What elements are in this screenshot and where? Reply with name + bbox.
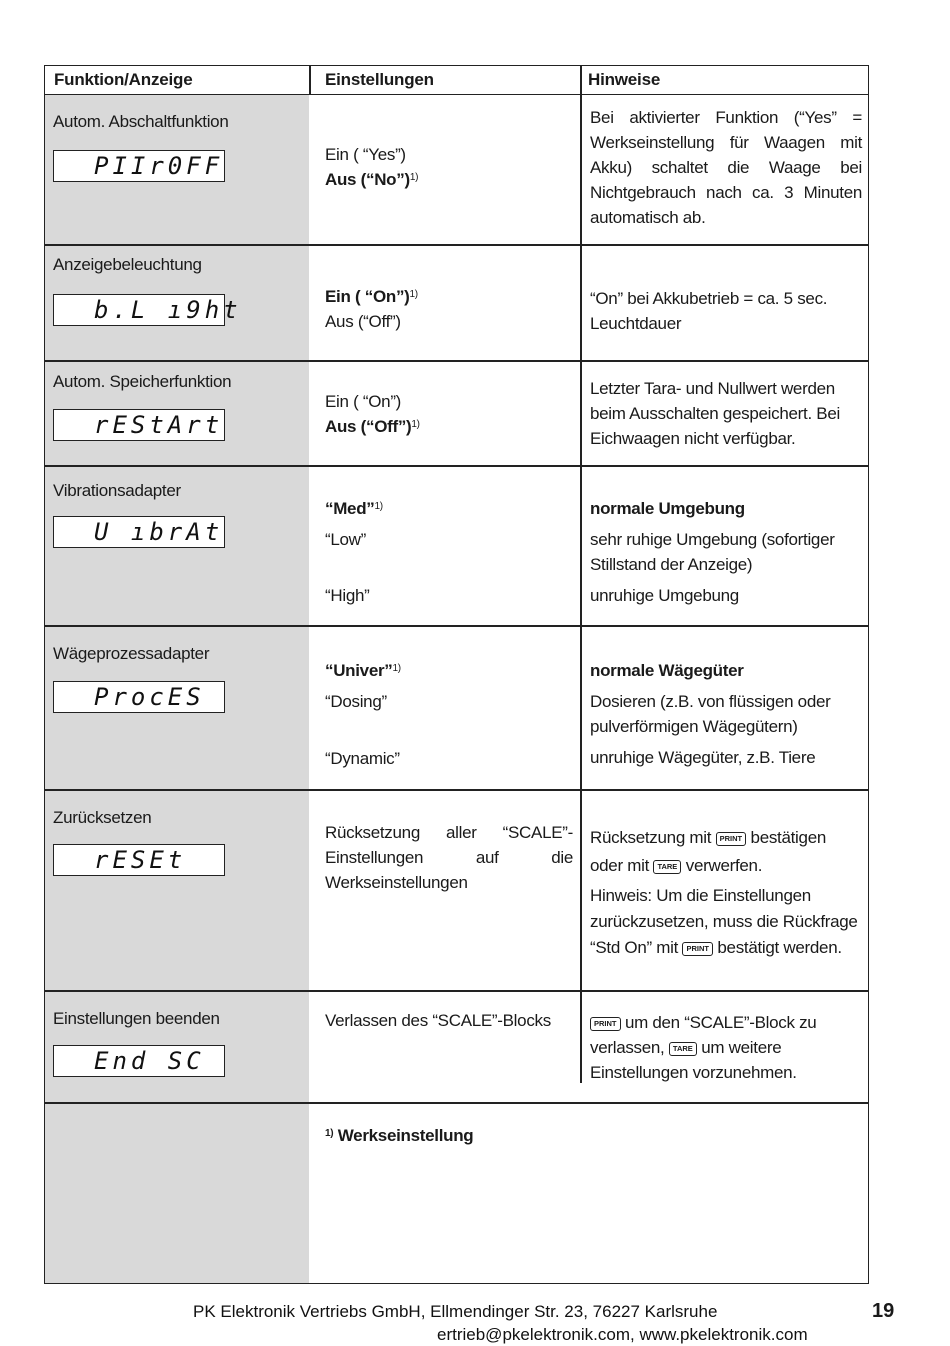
setting-option: “Low” [325, 530, 367, 549]
table-row [45, 95, 868, 244]
setting-option-default: Ein ( “On”)$^{1)}$ [325, 287, 418, 306]
tare-key-icon: TARE [653, 860, 681, 874]
header-notes: Hinweise [588, 70, 661, 89]
function-label: Vibrationsadapter [53, 481, 181, 500]
lcd-display: b.L ı9ht [53, 294, 225, 326]
note-item: Hinweis: Um die Einstellungen zurückzusetzen, muss die Rückfrage “Std On” mit PRINT bestätigt werden. [590, 886, 858, 957]
function-label: Wägeprozessadapter [53, 644, 210, 663]
table-row [45, 991, 868, 1102]
footnote-row [45, 1103, 868, 1283]
function-label: Einstellungen beenden [53, 1009, 220, 1028]
function-label: Autom. Speicherfunktion [53, 372, 232, 391]
note-item: sehr ruhige Umgebung (sofortiger Stillstand der Anzeige) [590, 530, 835, 574]
function-label: Anzeigebeleuchtung [53, 255, 202, 274]
note-default: normale Umgebung [590, 499, 745, 518]
header-function: Funktion/Anzeige [54, 70, 193, 89]
print-key-icon: PRINT [590, 1017, 621, 1031]
settings-cell [325, 389, 573, 439]
lcd-display: rEStArt [53, 409, 225, 441]
lcd-display: ProcES [53, 681, 225, 713]
table-row [45, 361, 868, 465]
page-number: 19 [872, 1300, 895, 1322]
table-row [45, 245, 868, 360]
setting-option: Ein ( “Yes”) [325, 145, 406, 164]
footnote: $^{1)}$ Werkseinstellung [325, 1126, 474, 1145]
table-header [45, 66, 868, 95]
setting-option: “Dynamic” [325, 749, 400, 768]
function-label: Zurücksetzen [53, 808, 152, 827]
header-settings: Einstellungen [325, 70, 434, 89]
footer-company: PK Elektronik Vertriebs GmbH, Ellmendinger Str. 23, 76227 Karlsruhe [193, 1302, 718, 1321]
note-cell: Bei aktivierter Funktion (“Yes” = Werkseinstellung für Waagen mit Akku) schaltet die Waage bei Nichtgebrauch nach ca. 3 Minuten automatisch ab. [590, 108, 862, 227]
table-row [45, 626, 868, 789]
note-cell: “On” bei Akkubetrieb = ca. 5 sec. Leuchtdauer [590, 289, 828, 333]
col-divider-header [309, 66, 311, 95]
note-cell: PRINT um den “SCALE”-Block zu verlassen, TARE um weitere Einstellungen vorzunehmen. [590, 1013, 817, 1082]
settings-cell: Verlassen des “SCALE”-Blocks [325, 1011, 551, 1030]
setting-option: Aus (“Off”) [325, 312, 401, 331]
print-key-icon: PRINT [716, 832, 747, 846]
setting-option: “High” [325, 586, 370, 605]
settings-cell: Rücksetzung aller “SCALE”-Einstellungen auf die Werkseinstellungen [325, 823, 573, 892]
tare-key-icon: TARE [669, 1042, 697, 1056]
note-default: normale Wägegüter [590, 661, 744, 680]
table-row [45, 790, 868, 990]
note-item: unruhige Wägegüter, z.B. Tiere [590, 748, 816, 767]
note-item: unruhige Umgebung [590, 586, 739, 605]
note-cell [590, 496, 862, 608]
lcd-display: rESEt [53, 844, 225, 876]
note-cell [590, 658, 862, 770]
setting-option-default: Aus (“Off”)$^{1)}$ [325, 417, 420, 436]
lcd-display: End SC [53, 1045, 225, 1077]
setting-option: Ein ( “On”) [325, 392, 402, 411]
settings-cell [325, 658, 573, 771]
setting-option: “Dosing” [325, 692, 387, 711]
function-label: Autom. Abschaltfunktion [53, 112, 229, 131]
settings-cell [325, 496, 573, 608]
note-cell [590, 824, 862, 961]
settings-table [44, 65, 869, 1284]
setting-option-default: “Med”$^{1)}$ [325, 499, 383, 518]
print-key-icon: PRINT [682, 942, 713, 956]
table-row [45, 466, 868, 625]
note-cell: Letzter Tara- und Nullwert werden beim Ausschalten gespeichert. Bei Eichwaagen nicht verfügbar. [590, 379, 840, 448]
lcd-display: U ıbrAt [53, 516, 225, 548]
note-item: Rücksetzung mit PRINT bestätigen oder mit TARE verwerfen. [590, 828, 826, 875]
lcd-display: PIIr0FF [53, 150, 225, 182]
footer-contact: ertrieb@pkelektronik.com, www.pkelektronik.com [437, 1325, 808, 1344]
note-item: Dosieren (z.B. von flüssigen oder pulverförmigen Wägegütern) [590, 692, 831, 736]
settings-cell [325, 284, 573, 334]
settings-cell [325, 142, 573, 192]
setting-option-default: Aus (“No”)$^{1)}$ [325, 170, 419, 189]
setting-option-default: “Univer”$^{1)}$ [325, 661, 401, 680]
